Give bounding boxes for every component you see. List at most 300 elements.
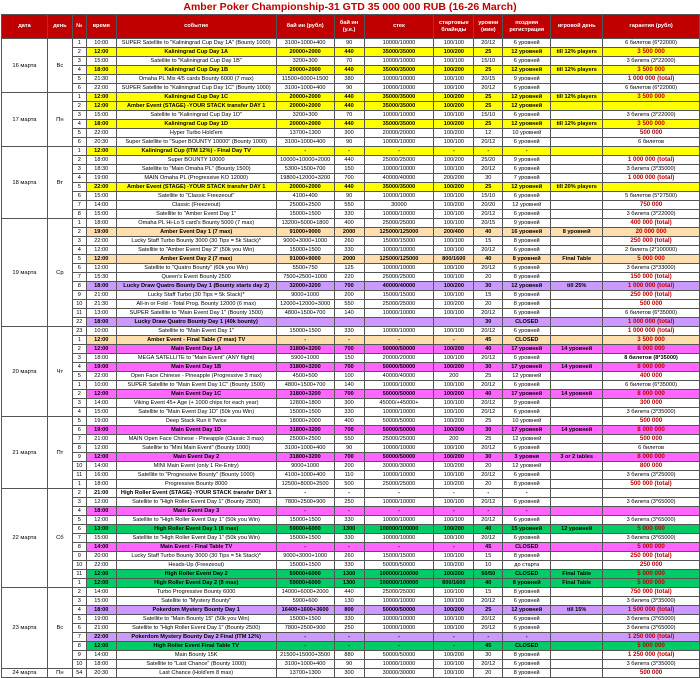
levels: 15 (474, 237, 503, 246)
levels: 12 (474, 129, 503, 138)
buyin-ue: 125 (334, 264, 364, 273)
table-row (2, 516, 700, 525)
late-registration: 6 уровней (503, 246, 551, 255)
buyin-ue: 800 (334, 606, 364, 615)
time-cell: 15:00 (86, 192, 116, 201)
event-name: Viking Event 45+ Age (+ 1000 chips for each year) (116, 399, 276, 408)
buyin-ue: 300 (334, 129, 364, 138)
row-number: 11 (72, 570, 86, 579)
levels: 20/12 (474, 516, 503, 525)
game-day (551, 624, 603, 633)
table-row (2, 444, 700, 453)
row-number: 2 (72, 345, 86, 354)
buyin-rub: 14000+6000+2000 (276, 588, 334, 597)
weekday-cell: Пн (47, 669, 72, 678)
start-blinds: 100/100 (434, 210, 474, 219)
event-name: High Roller Event Final Table TV (116, 642, 276, 651)
date-cell: 17 марта (2, 93, 48, 147)
event-name: MINI Main Event (only 1 Re-Entry) (116, 462, 276, 471)
row-number: 3 (72, 354, 86, 363)
event-name: SUPER Satellite to "Kaliningrad Cup Day 1A" (Bounty 1000) (116, 39, 276, 48)
guarantee: 3 билета (3*25000) (603, 471, 700, 480)
table-row (2, 327, 700, 336)
row-number: 4 (72, 507, 86, 516)
buyin-rub: 5300+1500+700 (276, 165, 334, 174)
table-row (2, 273, 700, 282)
levels: 45 (474, 642, 503, 651)
levels: 25 (474, 102, 503, 111)
late-registration: 8 уровней (503, 669, 551, 678)
table-row (2, 642, 700, 651)
buyin-ue: 330 (334, 246, 364, 255)
row-number: 1 (72, 579, 86, 588)
time-cell: 12:00 (86, 579, 116, 588)
row-number: 1 (72, 93, 86, 102)
table-row (2, 489, 700, 498)
buyin-rub: 9000+3000+1000 (276, 552, 334, 561)
late-registration: 12 уровней (503, 372, 551, 381)
row-number: 9 (72, 453, 86, 462)
stack: 10000/10000 (364, 138, 434, 147)
table-row (2, 282, 700, 291)
late-registration: - (503, 489, 551, 498)
time-cell: 22:00 (86, 129, 116, 138)
start-blinds: 200/200 (434, 174, 474, 183)
event-name: Amber Event - Final Table (7 max) TV (116, 336, 276, 345)
stack: 10000/10000 (364, 534, 434, 543)
time-cell: 14:00 (86, 399, 116, 408)
game-day: 14 уровней (551, 363, 603, 372)
guarantee: 2 билета (2*100000) (603, 246, 700, 255)
time-cell: 19:00 (86, 615, 116, 624)
buyin-rub: 18000+2000 (276, 417, 334, 426)
row-number: 2 (72, 156, 86, 165)
buyin-ue: 130 (334, 597, 364, 606)
late-registration: - (503, 507, 551, 516)
time-cell: 19:00 (86, 174, 116, 183)
late-registration: 9 уровней (503, 156, 551, 165)
start-blinds: 100/100 (434, 624, 474, 633)
date-cell: 22 марта (2, 489, 48, 588)
event-name: Omaha PL Mix 4/5 cards Bounty 6000 (7 max) (116, 75, 276, 84)
table-row (2, 408, 700, 417)
row-number: 6 (72, 264, 86, 273)
late-registration: 8 уровней (503, 552, 551, 561)
event-name: Heads-Up (Freezeout) (116, 561, 276, 570)
start-blinds: 200 (434, 372, 474, 381)
game-day (551, 129, 603, 138)
buyin-ue: 2000 (334, 228, 364, 237)
column-header: гарантия (рубл) (603, 15, 700, 39)
buyin-rub: 12500+8000+2500 (276, 480, 334, 489)
late-registration: 6 уровней (503, 309, 551, 318)
guarantee: 3 билета (3*35000) (603, 408, 700, 417)
start-blinds: 100/200 (434, 183, 474, 192)
stack: - (364, 147, 434, 156)
event-name: High Roller Event Day 2 (8 max) (116, 579, 276, 588)
table-row (2, 147, 700, 156)
stack: 30000 (364, 201, 434, 210)
buyin-rub: 3100+1000+400 (276, 138, 334, 147)
guarantee: 3 билета (3*35000) (603, 165, 700, 174)
table-row (2, 39, 700, 48)
row-number: 8 (72, 282, 86, 291)
late-registration: 9 уровней (503, 399, 551, 408)
time-cell: 19:00 (86, 426, 116, 435)
row-number: 5 (72, 372, 86, 381)
row-number: 6 (72, 624, 86, 633)
event-name: Satellite to "Amber Event Day 1" (116, 210, 276, 219)
page-title: Amber Poker Championship-31 GTD 35 000 000 RUB (16-26 March) (183, 1, 517, 13)
stack: 10000/10000 (364, 84, 434, 93)
stack: 50000/50000 (364, 417, 434, 426)
time-cell: 22:00 (86, 237, 116, 246)
late-registration: 6 уровней (503, 138, 551, 147)
time-cell: 12:00 (86, 390, 116, 399)
late-registration: 12 уровней (503, 183, 551, 192)
time-cell: 22:00 (86, 633, 116, 642)
start-blinds: 100/100 (434, 498, 474, 507)
buyin-rub: 5500+750 (276, 264, 334, 273)
buyin-ue: 440 (334, 588, 364, 597)
levels: 45 (474, 336, 503, 345)
game-day: till 15% (551, 606, 603, 615)
start-blinds: 100/200 (434, 453, 474, 462)
stack: 10000/10000 (364, 471, 434, 480)
row-number: 2 (72, 48, 86, 57)
time-cell: 13:00 (86, 309, 116, 318)
buyin-rub: 20000+2000 (276, 66, 334, 75)
buyin-rub: 20000+2000 (276, 48, 334, 57)
buyin-ue: 500 (334, 480, 364, 489)
buyin-rub: 9000+1000 (276, 462, 334, 471)
buyin-ue: 380 (334, 75, 364, 84)
stack: 10000/10000 (364, 597, 434, 606)
levels: 20 (474, 300, 503, 309)
guarantee: 3 билета (3*65000) (603, 498, 700, 507)
late-registration: 12 уровней (503, 435, 551, 444)
game-day: 8 уровней (551, 228, 603, 237)
event-name: Last Chance (Hold'em 8 max) (116, 669, 276, 678)
guarantee: 5 000 000 (603, 255, 700, 264)
time-cell: 15:00 (86, 597, 116, 606)
time-cell: 18:00 (86, 606, 116, 615)
start-blinds: 100/100 (434, 588, 474, 597)
late-registration: 8 уровней (503, 255, 551, 264)
event-name: Hyper Turbo Hold'em (116, 129, 276, 138)
table-row (2, 300, 700, 309)
game-day (551, 372, 603, 381)
guarantee: 20 000 000 (603, 228, 700, 237)
guarantee: 500 000 (603, 435, 700, 444)
guarantee: 3 билета (3*35000) (603, 660, 700, 669)
table-row (2, 561, 700, 570)
row-number: 5 (72, 516, 86, 525)
levels: - (474, 507, 503, 516)
stack: 10000/10000 (364, 57, 434, 66)
late-registration: - (503, 633, 551, 642)
event-name: Open Face Chinese - Pineapple (Progressive 3 max) (116, 372, 276, 381)
game-day (551, 597, 603, 606)
buyin-ue: 400 (334, 219, 364, 228)
time-cell: 22:00 (86, 372, 116, 381)
levels: 20/12 (474, 264, 503, 273)
row-number: 4 (72, 120, 86, 129)
stack: 50000/50000 (364, 390, 434, 399)
late-registration: 6 уровней (503, 84, 551, 93)
game-day (551, 651, 603, 660)
game-day (551, 309, 603, 318)
stack: 25000/25000 (364, 219, 434, 228)
game-day (551, 57, 603, 66)
buyin-rub: 31800+3200 (276, 390, 334, 399)
event-name: MAIN Omaha PL (Progressive KO 12000) (116, 174, 276, 183)
event-name: Satellite to "High Roller Event Day 1" (50k you Win) (116, 534, 276, 543)
game-day (551, 543, 603, 552)
guarantee: 1 000 000 (total) (603, 75, 700, 84)
guarantee: 1 250 000 (total) (603, 633, 700, 642)
start-blinds: 100/100 (434, 246, 474, 255)
buyin-ue: 700 (334, 174, 364, 183)
game-day (551, 291, 603, 300)
game-day (551, 237, 603, 246)
event-name: Lucky Staff Turbo Bounty 3000 (30 Tips = 5k Stack)* (116, 237, 276, 246)
table-row (2, 363, 700, 372)
buyin-ue: 90 (334, 84, 364, 93)
start-blinds: 100/200 (434, 156, 474, 165)
guarantee: 6 билетов (6*35000) (603, 381, 700, 390)
table-row (2, 291, 700, 300)
table-row (2, 588, 700, 597)
table-row (2, 606, 700, 615)
guarantee: 8 000 000 (603, 426, 700, 435)
guarantee: 1 000 000 (total) (603, 327, 700, 336)
game-day (551, 336, 603, 345)
buyin-rub: - (276, 336, 334, 345)
start-blinds: 100/200 (434, 570, 474, 579)
column-header: дата (2, 15, 48, 39)
column-header: день (47, 15, 72, 39)
table-row (2, 165, 700, 174)
row-number: 11 (72, 309, 86, 318)
game-day (551, 462, 603, 471)
event-name: Kaliningrad Cup Day 1A (116, 48, 276, 57)
game-day (551, 174, 603, 183)
row-number: 9 (72, 291, 86, 300)
levels: 20/12 (474, 624, 503, 633)
guarantee: 5 000 000 (603, 579, 700, 588)
stack: 50000/50000 (364, 606, 434, 615)
buyin-rub: 3100+1000+400 (276, 660, 334, 669)
game-day (551, 480, 603, 489)
time-cell: 18:00 (86, 318, 116, 327)
buyin-ue: 150 (334, 354, 364, 363)
start-blinds: - (434, 336, 474, 345)
start-blinds: 100/100 (434, 138, 474, 147)
buyin-ue: 90 (334, 444, 364, 453)
buyin-rub: 3200+300 (276, 111, 334, 120)
event-name: Main Event Day 1C (116, 390, 276, 399)
column-header: стартовые блайнды (434, 15, 474, 39)
start-blinds: 100/100 (434, 444, 474, 453)
table-row (2, 426, 700, 435)
buyin-ue: - (334, 489, 364, 498)
buyin-rub: 15000+1500 (276, 210, 334, 219)
date-cell: 16 марта (2, 39, 48, 93)
stack: 35000/35000 (364, 120, 434, 129)
levels: 40 (474, 579, 503, 588)
buyin-ue: 700 (334, 453, 364, 462)
row-number: 22 (72, 318, 86, 327)
stack: 25000/25000 (364, 435, 434, 444)
time-cell: 13:00 (86, 525, 116, 534)
guarantee: 300 000 (603, 399, 700, 408)
buyin-rub: 13200+5000+1800 (276, 219, 334, 228)
time-cell: 15:00 (86, 534, 116, 543)
table-row (2, 534, 700, 543)
levels: 40 (474, 525, 503, 534)
game-day (551, 75, 603, 84)
row-number: 1 (72, 336, 86, 345)
levels: 25/20 (474, 156, 503, 165)
time-cell: 10:00 (86, 381, 116, 390)
levels: 30 (474, 453, 503, 462)
row-number: 3 (72, 597, 86, 606)
guarantee (603, 489, 700, 498)
buyin-rub: - (276, 642, 334, 651)
late-registration: 6 уровней (503, 192, 551, 201)
guarantee: 750 000 (total) (603, 588, 700, 597)
late-registration: 9 уровней (503, 75, 551, 84)
time-cell: 15:00 (86, 111, 116, 120)
buyin-ue: 110 (334, 471, 364, 480)
levels: - (474, 489, 503, 498)
guarantee: 5 билетов (5*27500) (603, 192, 700, 201)
buyin-rub: 31800+3200 (276, 453, 334, 462)
buyin-ue: 90 (334, 138, 364, 147)
game-day: till 12% players (551, 48, 603, 57)
levels: 20/15 (474, 219, 503, 228)
start-blinds: 100/100 (434, 399, 474, 408)
time-cell: 20:30 (86, 138, 116, 147)
game-day (551, 318, 603, 327)
buyin-ue: 140 (334, 381, 364, 390)
stack: 35000/35000 (364, 48, 434, 57)
levels: 20/12 (474, 210, 503, 219)
time-cell: 18:00 (86, 507, 116, 516)
late-registration: 12 уровней (503, 462, 551, 471)
game-day: till 25% (551, 282, 603, 291)
table-row (2, 372, 700, 381)
start-blinds: 100/100 (434, 327, 474, 336)
stack: 35000/35000 (364, 93, 434, 102)
stack: - (364, 642, 434, 651)
buyin-ue: - (334, 642, 364, 651)
time-cell: 10:00 (86, 327, 116, 336)
levels: 20/12 (474, 354, 503, 363)
table-row (2, 579, 700, 588)
start-blinds: 100/200 (434, 561, 474, 570)
row-number: 1 (72, 480, 86, 489)
start-blinds: 100/100 (434, 552, 474, 561)
guarantee: 3 билета (3*35000) (603, 597, 700, 606)
stack: 50000/50000 (364, 363, 434, 372)
event-name: Deep Stack Run it Twice (116, 417, 276, 426)
game-day (551, 489, 603, 498)
late-registration: 6 уровней (503, 660, 551, 669)
table-row (2, 129, 700, 138)
row-number: 4 (72, 363, 86, 372)
event-name: Omaha PL Hi-Lo 5 card's Bounty 5000 (7 max) (116, 219, 276, 228)
time-cell: 18:00 (86, 660, 116, 669)
game-day (551, 156, 603, 165)
guarantee: 3 500 000 (603, 120, 700, 129)
buyin-ue: 90 (334, 660, 364, 669)
event-name: MEGA SATELLITE to "Main Event" (ANY flight) (116, 354, 276, 363)
table-row (2, 543, 700, 552)
time-cell: 12:00 (86, 102, 116, 111)
late-registration: 10 уровней (503, 417, 551, 426)
buyin-rub: 7800+2500+900 (276, 624, 334, 633)
event-name: Main Event Day 2 (116, 453, 276, 462)
levels: 30 (474, 282, 503, 291)
guarantee: 500 000 (603, 417, 700, 426)
guarantee: 400 000 (total) (603, 219, 700, 228)
levels: 25 (474, 417, 503, 426)
event-name: Amber Event (STAGE) -YOUR STACK transfer DAY 1 (116, 183, 276, 192)
time-cell: 12:00 (86, 453, 116, 462)
row-number: 7 (72, 273, 86, 282)
late-registration: 8 уровней (503, 291, 551, 300)
start-blinds: 100/100 (434, 165, 474, 174)
guarantee: 3 500 000 (603, 48, 700, 57)
game-day (551, 165, 603, 174)
levels: 50/50 (474, 570, 503, 579)
guarantee: 6 билетов (6*22000) (603, 84, 700, 93)
stack: 20000/20000 (364, 129, 434, 138)
row-number: 6 (72, 525, 86, 534)
levels: 25 (474, 435, 503, 444)
buyin-ue: 440 (334, 93, 364, 102)
schedule-table (1, 14, 700, 678)
game-day (551, 327, 603, 336)
stack: 100000/100000 (364, 579, 434, 588)
time-cell: 21:00 (86, 489, 116, 498)
levels: 20 (474, 669, 503, 678)
stack: 50000/50000 (364, 345, 434, 354)
guarantee: 6 билетов (603, 444, 700, 453)
stack: 10000/10000 (364, 615, 434, 624)
start-blinds: 100/100 (434, 219, 474, 228)
stack: - (364, 336, 434, 345)
levels: - (474, 147, 503, 156)
levels: 40 (474, 390, 503, 399)
game-day (551, 615, 603, 624)
time-cell: 15:00 (86, 57, 116, 66)
guarantee: 3 500 000 (603, 66, 700, 75)
event-name: Main Event Day 1D (116, 426, 276, 435)
buyin-ue: 440 (334, 66, 364, 75)
game-day (551, 552, 603, 561)
guarantee: 3 билета (3*33000) (603, 264, 700, 273)
buyin-ue: 250 (334, 498, 364, 507)
column-header: № (72, 15, 86, 39)
levels: 20 (474, 273, 503, 282)
time-cell: 12:00 (86, 246, 116, 255)
guarantee: 500 000 (603, 300, 700, 309)
late-registration: до старта (503, 561, 551, 570)
buyin-ue: 300 (334, 669, 364, 678)
